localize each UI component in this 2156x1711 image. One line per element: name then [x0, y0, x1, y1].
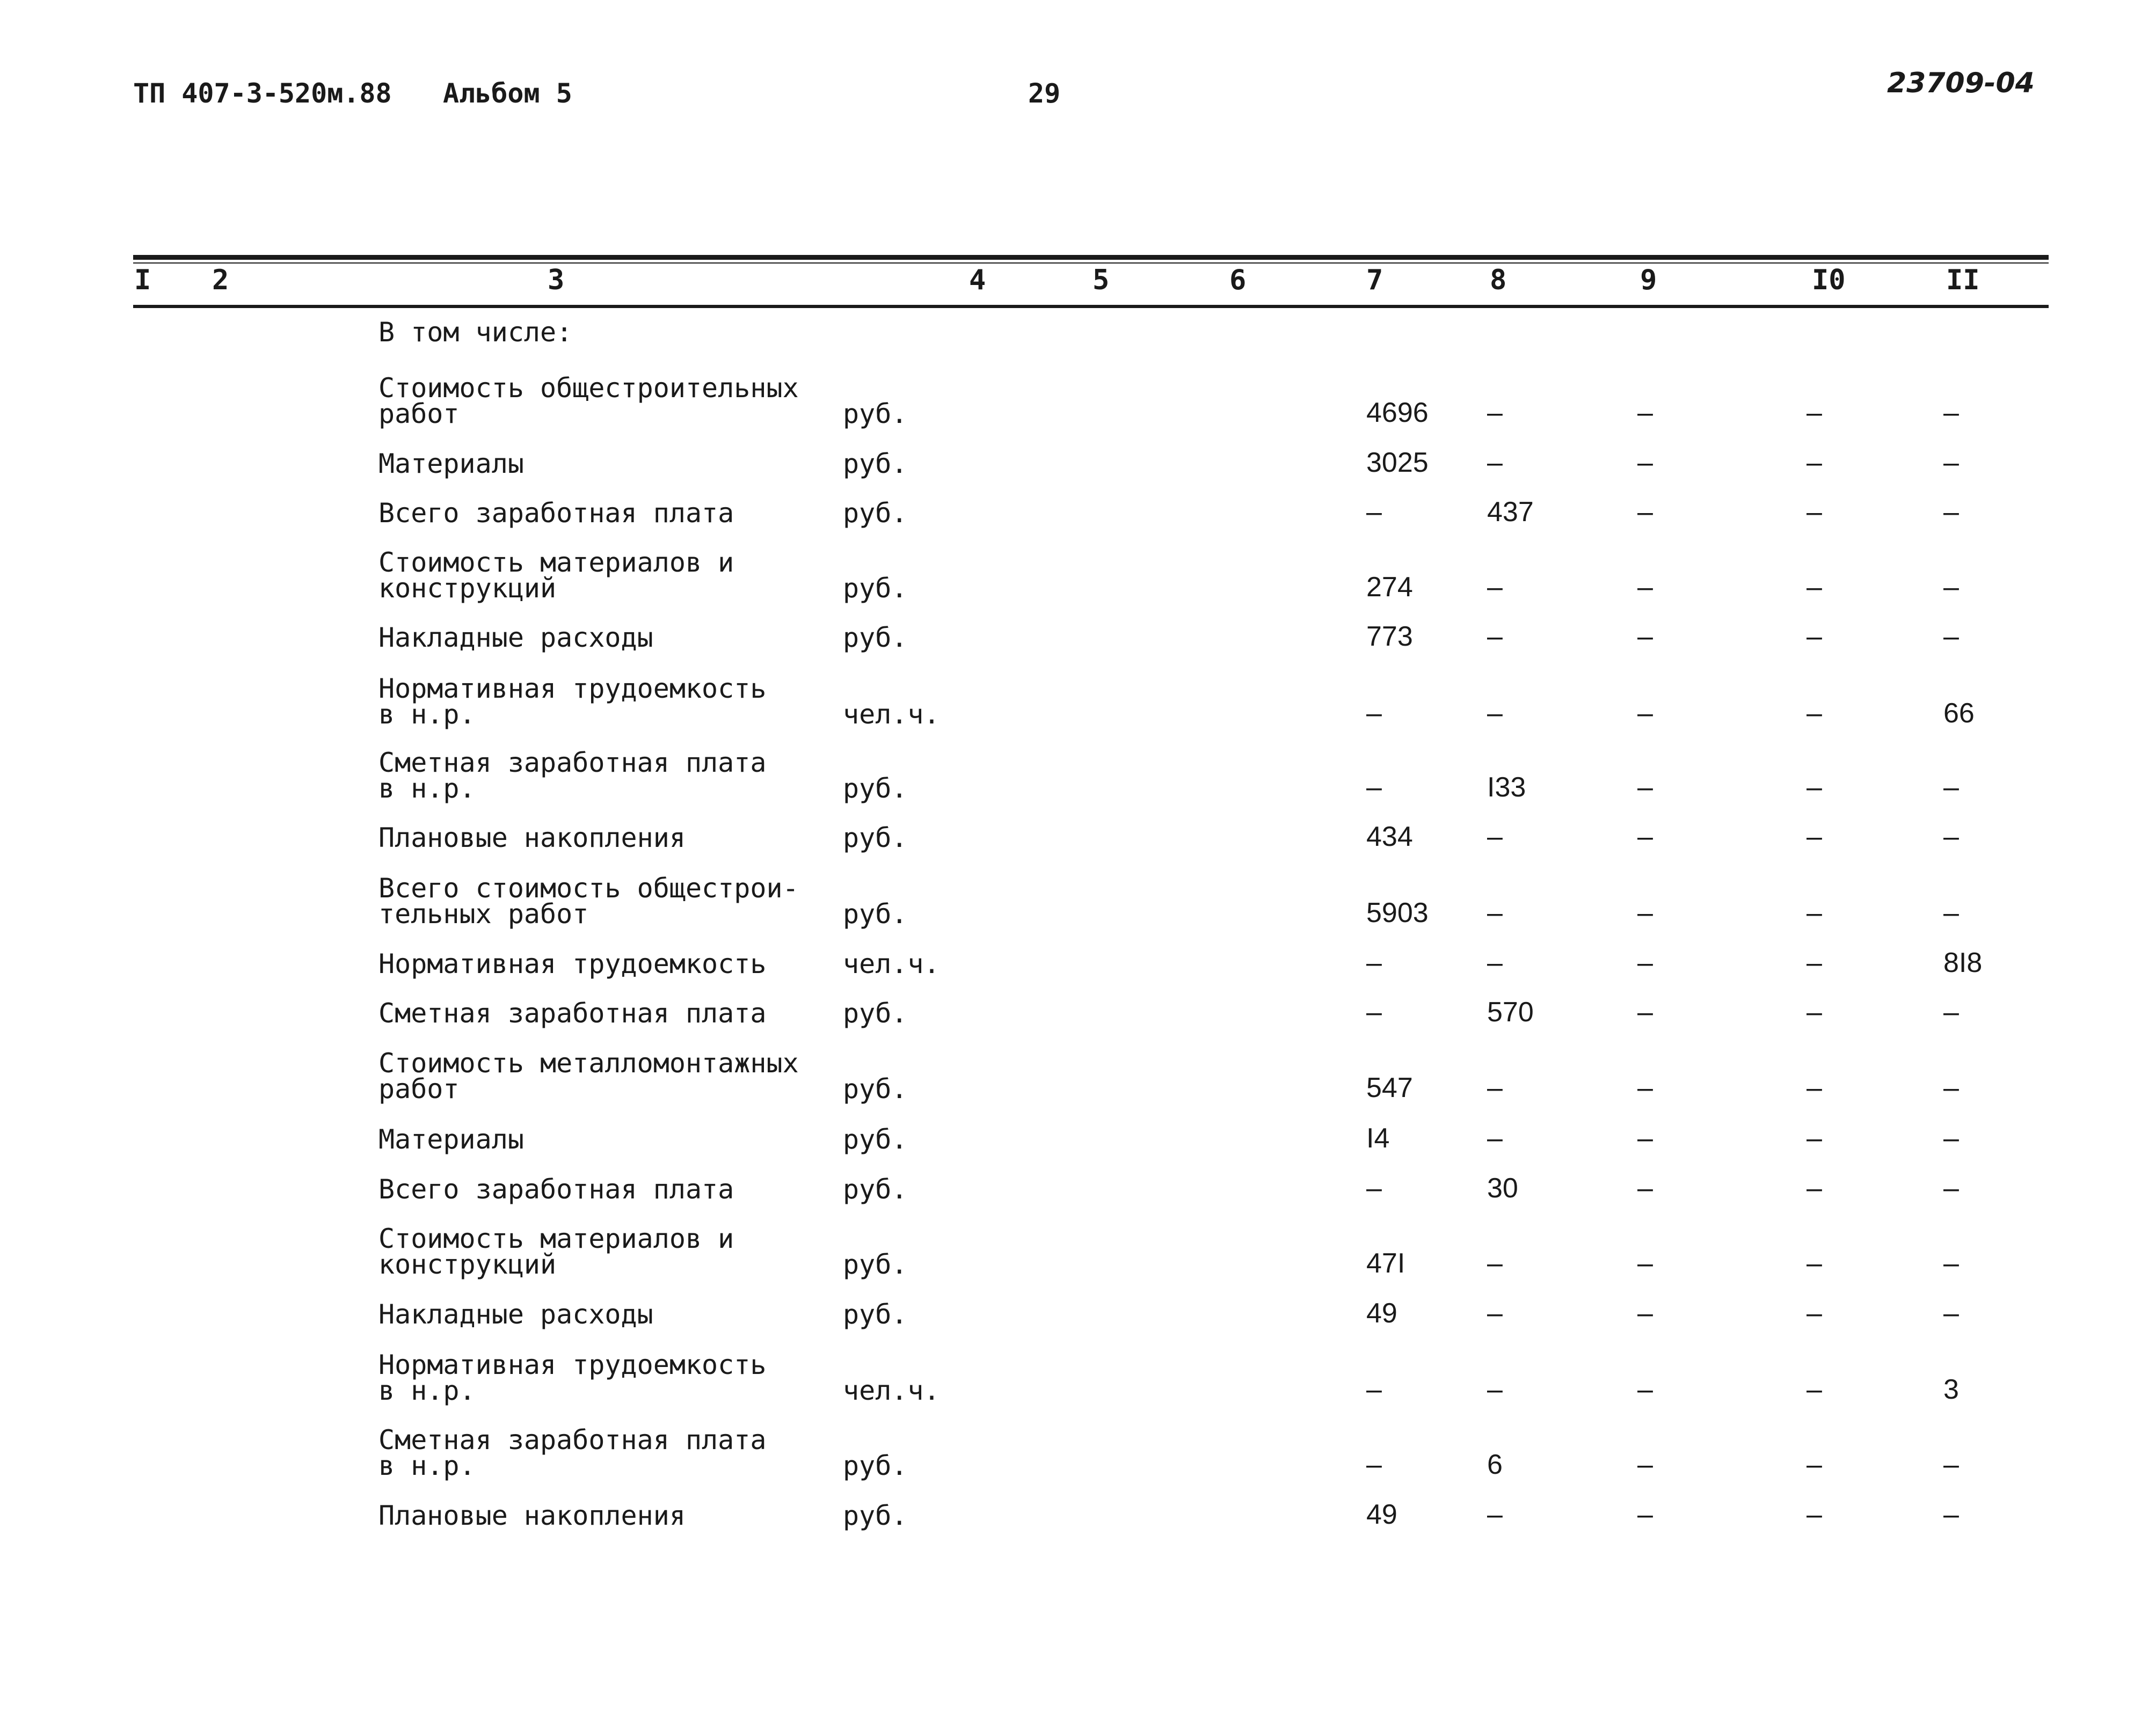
table-row [0, 1223, 2156, 1280]
cell-col-10: – [1807, 772, 1822, 803]
cell-col-8: – [1487, 1123, 1503, 1154]
row-label: Накладные расходы [378, 1299, 653, 1330]
document-id: ТП 407-3-520м.88 [133, 78, 392, 109]
cell-col-9: – [1637, 947, 1653, 978]
cell-col-10: – [1807, 1248, 1822, 1279]
cell-col-8: 30 [1487, 1173, 1518, 1204]
table-row [0, 547, 2156, 604]
cell-col-7: – [1366, 772, 1382, 803]
cell-col-7: – [1366, 1173, 1382, 1204]
cell-col-10: – [1807, 1499, 1822, 1530]
table-top-rule-thin [133, 262, 2049, 264]
row-label: Сметная заработная плата в н.р. [378, 747, 767, 804]
table-row [0, 428, 2156, 477]
table-row [0, 873, 2156, 930]
cell-col-11: – [1943, 1123, 1959, 1154]
cell-col-7: – [1366, 496, 1382, 528]
row-label: Плановые накопления [378, 1500, 686, 1531]
table-row [0, 747, 2156, 804]
cell-col-9: – [1637, 621, 1653, 652]
cell-col-10: – [1807, 821, 1822, 852]
table-row [0, 928, 2156, 977]
column-header: 5 [1092, 264, 1110, 296]
cell-col-8: – [1487, 1072, 1503, 1103]
row-unit: руб. [843, 898, 908, 930]
row-label: Всего стоимость общестрои- тельных работ [378, 873, 799, 930]
cell-col-7: I4 [1366, 1123, 1390, 1154]
row-unit: руб. [843, 1249, 908, 1280]
table-row [0, 978, 2156, 1029]
cell-col-9: – [1637, 1123, 1653, 1154]
cell-col-10: – [1807, 496, 1822, 528]
table-row [0, 1154, 2156, 1205]
cell-col-10: – [1807, 1072, 1822, 1103]
cell-col-10: – [1807, 1123, 1822, 1154]
cell-col-11: – [1943, 496, 1959, 528]
cell-col-7: 49 [1366, 1298, 1397, 1329]
cell-col-8: – [1487, 1499, 1503, 1530]
row-unit: чел.ч. [843, 948, 940, 979]
cell-col-7: 5903 [1366, 897, 1429, 928]
cell-col-9: – [1637, 1499, 1653, 1530]
column-header: 6 [1229, 264, 1247, 296]
row-unit: руб. [843, 822, 908, 853]
cell-col-9: – [1637, 1248, 1653, 1279]
cell-col-9: – [1637, 1173, 1653, 1204]
column-header: I0 [1812, 264, 1846, 296]
row-unit: руб. [843, 1299, 908, 1330]
table-row [0, 602, 2156, 653]
cell-col-8: I33 [1487, 772, 1526, 803]
cell-col-8: 6 [1487, 1449, 1503, 1480]
cell-col-7: 547 [1366, 1072, 1413, 1103]
cell-col-8: – [1487, 572, 1503, 603]
cell-col-11: 3 [1943, 1374, 1959, 1405]
cell-col-9: – [1637, 997, 1653, 1028]
cell-col-8: 437 [1487, 496, 1534, 528]
cell-col-8: – [1487, 1374, 1503, 1405]
cell-col-8: – [1487, 897, 1503, 928]
cell-col-10: – [1807, 997, 1822, 1028]
cell-col-8: – [1487, 698, 1503, 729]
row-unit: руб. [843, 998, 908, 1029]
row-unit: руб. [843, 1174, 908, 1205]
cell-col-11: 66 [1943, 698, 1975, 729]
cell-col-7: – [1366, 1449, 1382, 1480]
cell-col-11: – [1943, 897, 1959, 928]
cell-col-7: 47I [1366, 1248, 1405, 1279]
cell-col-10: – [1807, 572, 1822, 603]
cell-col-8: – [1487, 447, 1503, 478]
cell-col-9: – [1637, 897, 1653, 928]
cell-col-11: – [1943, 572, 1959, 603]
cell-col-9: – [1637, 1298, 1653, 1329]
cell-col-10: – [1807, 1374, 1822, 1405]
cell-col-8: – [1487, 1248, 1503, 1279]
cell-col-10: – [1807, 1298, 1822, 1329]
column-header: I [134, 264, 151, 296]
table-top-rule [133, 255, 2049, 260]
cell-col-9: – [1637, 397, 1653, 428]
cell-col-7: 49 [1366, 1499, 1397, 1530]
row-unit: руб. [843, 1500, 908, 1531]
table-row [0, 372, 2156, 429]
table-row [0, 673, 2156, 730]
column-header: 7 [1366, 264, 1383, 296]
page-number: 29 [1028, 78, 1061, 109]
cell-col-8: – [1487, 397, 1503, 428]
row-label: Стоимость материалов и конструкций [378, 547, 734, 604]
cell-col-11: – [1943, 397, 1959, 428]
row-label: Нормативная трудоемкость в н.р. [378, 673, 767, 730]
cell-col-9: – [1637, 1072, 1653, 1103]
cell-col-9: – [1637, 1449, 1653, 1480]
table-row [0, 1480, 2156, 1529]
row-label: Стоимость металломонтажных работ [378, 1048, 799, 1105]
cell-col-8: – [1487, 621, 1503, 652]
cell-col-8: – [1487, 1298, 1503, 1329]
cell-col-11: 8I8 [1943, 947, 1983, 978]
cell-col-11: – [1943, 1072, 1959, 1103]
cell-col-11: – [1943, 447, 1959, 478]
row-unit: руб. [843, 498, 908, 529]
row-unit: руб. [843, 448, 908, 479]
table-row [0, 1048, 2156, 1105]
cell-col-7: – [1366, 1374, 1382, 1405]
row-unit: руб. [843, 1124, 908, 1155]
table-row [0, 1104, 2156, 1155]
cell-col-10: – [1807, 1173, 1822, 1204]
row-label: Накладные расходы [378, 622, 653, 653]
cell-col-11: – [1943, 1173, 1959, 1204]
row-unit: чел.ч. [843, 1375, 940, 1406]
row-unit: руб. [843, 398, 908, 429]
table-row [0, 1424, 2156, 1481]
cell-col-7: 274 [1366, 572, 1413, 603]
cell-col-8: – [1487, 821, 1503, 852]
cell-col-11: – [1943, 1248, 1959, 1279]
column-header: 8 [1490, 264, 1507, 296]
cell-col-11: – [1943, 1499, 1959, 1530]
table-row [0, 478, 2156, 529]
cell-col-11: – [1943, 1449, 1959, 1480]
cell-col-7: 434 [1366, 821, 1413, 852]
cell-col-11: – [1943, 997, 1959, 1028]
cell-col-10: – [1807, 947, 1822, 978]
column-header: 2 [212, 264, 229, 296]
cell-col-9: – [1637, 572, 1653, 603]
column-header: 9 [1640, 264, 1657, 296]
row-label: Нормативная трудоемкость [378, 948, 767, 979]
cell-col-11: – [1943, 772, 1959, 803]
column-header: II [1946, 264, 1980, 296]
cell-col-11: – [1943, 1298, 1959, 1329]
cell-col-7: – [1366, 997, 1382, 1028]
cell-col-11: – [1943, 621, 1959, 652]
table-header-rule [133, 305, 2049, 308]
row-unit: руб. [843, 773, 908, 804]
row-label: Нормативная трудоемкость в н.р. [378, 1349, 767, 1406]
cell-col-9: – [1637, 1374, 1653, 1405]
cell-col-7: – [1366, 947, 1382, 978]
cell-col-10: – [1807, 397, 1822, 428]
column-header: 3 [548, 264, 565, 296]
row-unit: чел.ч. [843, 699, 940, 730]
cell-col-8: 570 [1487, 997, 1534, 1028]
cell-col-10: – [1807, 897, 1822, 928]
cell-col-8: – [1487, 947, 1503, 978]
cell-col-7: 3025 [1366, 447, 1429, 478]
cell-col-7: 773 [1366, 621, 1413, 652]
handwritten-code: 23709-04 [1887, 67, 2035, 99]
cell-col-9: – [1637, 772, 1653, 803]
cell-col-10: – [1807, 1449, 1822, 1480]
row-label: Сметная заработная плата в н.р. [378, 1424, 767, 1481]
row-label: Всего заработная плата [378, 498, 734, 529]
cell-col-7: 4696 [1366, 397, 1429, 428]
row-label: Всего заработная плата [378, 1174, 734, 1205]
table-row [0, 802, 2156, 851]
cell-col-10: – [1807, 698, 1822, 729]
cell-col-7: – [1366, 698, 1382, 729]
row-label: Стоимость общестроительных работ [378, 372, 799, 429]
row-label: Материалы [378, 448, 524, 479]
row-unit: руб. [843, 1073, 908, 1105]
table-row [0, 1349, 2156, 1406]
row-label: Материалы [378, 1124, 524, 1155]
cell-col-9: – [1637, 698, 1653, 729]
table-row [0, 1279, 2156, 1330]
row-label: Сметная заработная плата [378, 998, 767, 1029]
cell-col-9: – [1637, 447, 1653, 478]
subheading: В том числе: [378, 317, 573, 348]
row-label: Плановые накопления [378, 822, 686, 853]
album-label: Альбом 5 [443, 78, 572, 109]
column-header: 4 [969, 264, 986, 296]
row-unit: руб. [843, 622, 908, 653]
cell-col-10: – [1807, 447, 1822, 478]
row-unit: руб. [843, 1450, 908, 1481]
cell-col-11: – [1943, 821, 1959, 852]
row-unit: руб. [843, 573, 908, 604]
cell-col-10: – [1807, 621, 1822, 652]
cell-col-9: – [1637, 821, 1653, 852]
row-label: Стоимость материалов и конструкций [378, 1223, 734, 1280]
cell-col-9: – [1637, 496, 1653, 528]
